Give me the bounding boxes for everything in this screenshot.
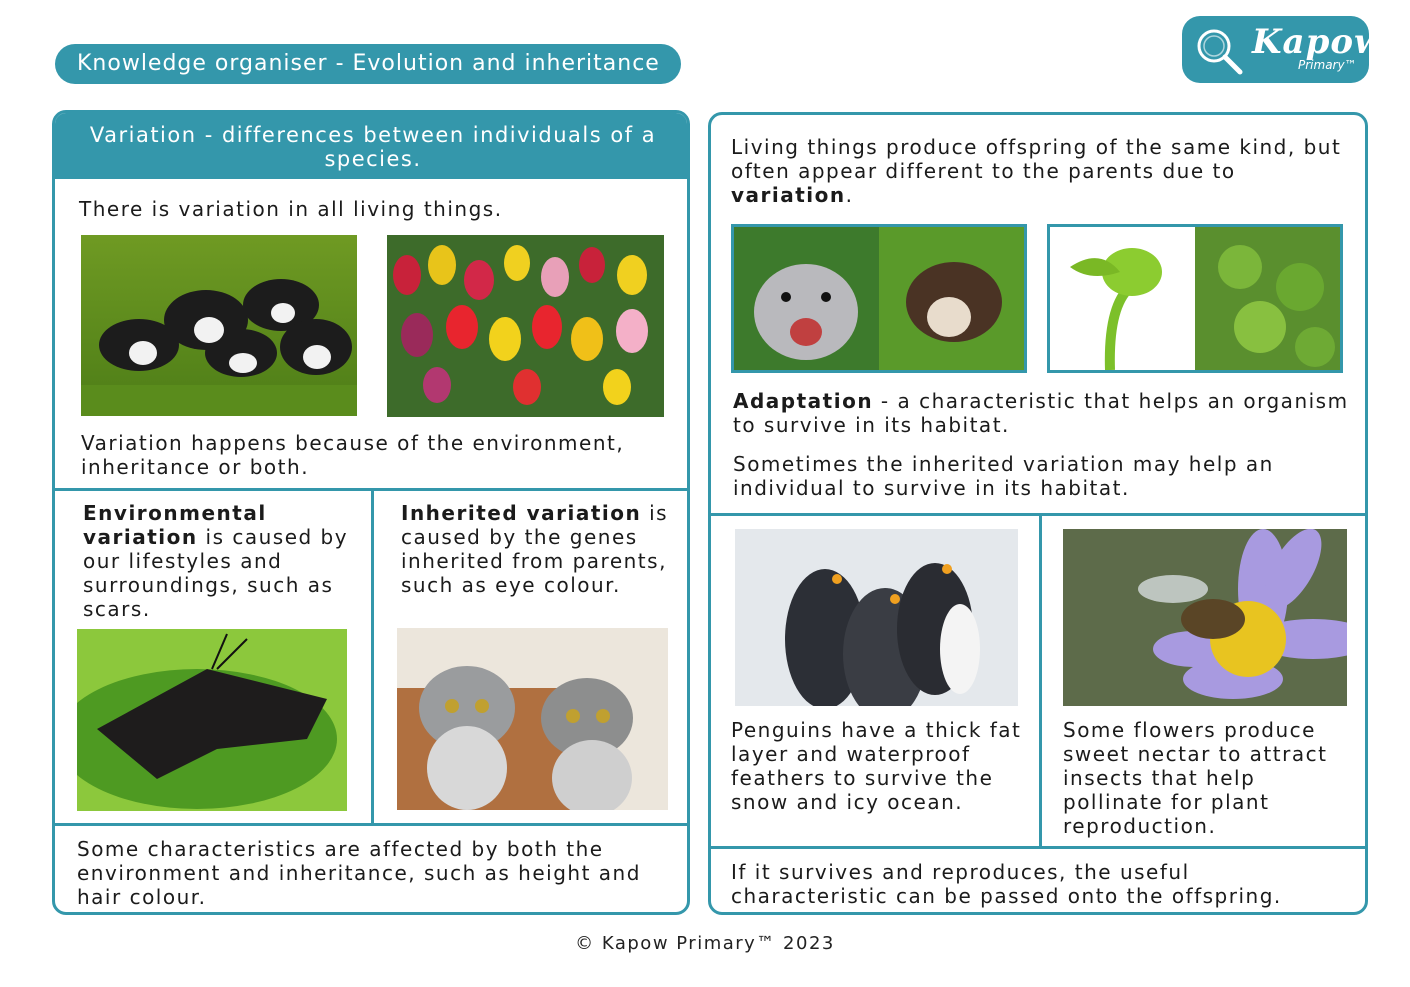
offspring-intro-text: Living things produce offspring of the same kind, but often appear different to the parents due to (731, 135, 1342, 183)
variation-cause: Variation happens because of the environment, inheritance or both. (81, 431, 625, 479)
butterfly-photo (77, 629, 347, 811)
environmental-variation-text (83, 501, 353, 621)
ferret-photos (731, 224, 1027, 373)
seedling-photos (1047, 224, 1343, 373)
copyright: © Kapow Primary™ 2023 (575, 933, 835, 954)
bee-photo (1063, 529, 1347, 706)
offspring-intro (731, 135, 1351, 207)
magnifier-icon (1192, 24, 1248, 78)
penguins-photo (735, 529, 1018, 706)
variation-heading: Variation - differences between individuals of a species. (89, 123, 657, 171)
adaptation-term: Adaptation (733, 389, 874, 413)
page-title: Knowledge organiser - Evolution and inheritance (55, 44, 681, 84)
divider (711, 846, 1365, 849)
inherited-survival-text: Sometimes the inherited variation may help an individual to survive in its habitat. (733, 452, 1274, 500)
divider (55, 823, 687, 826)
variation-term: variation (731, 183, 846, 207)
puppies-photo (81, 235, 357, 416)
inherited-variation-text (401, 501, 671, 597)
logo-wordmark: Kapow (1252, 22, 1385, 62)
inherited-term: Inherited variation (401, 501, 642, 525)
inherited-description: is caused by the genes inherited from parents, such as eye colour. (401, 501, 669, 597)
conclusion-text: If it survives and reproduces, the useful characteristic can be passed onto the offspring. (731, 860, 1282, 908)
logo-subtitle: Primary™ (1298, 58, 1357, 72)
adaptation-description: - a characteristic that helps an organism to survive in its habitat. (733, 389, 1349, 437)
tulips-photo (387, 235, 664, 417)
variation-intro: There is variation in all living things. (79, 197, 503, 221)
offspring-intro-end: . (845, 183, 854, 207)
adaptation-panel (708, 112, 1368, 915)
penguins-text: Penguins have a thick fat layer and waterproof feathers to survive the snow and icy ocean. (731, 718, 1022, 814)
environmental-description: is caused by our lifestyles and surroundings, such as scars. (83, 525, 349, 621)
divider (1039, 513, 1042, 846)
kapow-logo (1182, 16, 1385, 83)
environmental-term: Environmental variation (83, 501, 267, 549)
flowers-text: Some flowers produce sweet nectar to attract insects that help pollinate for plant reproduction. (1063, 718, 1328, 838)
divider (711, 513, 1365, 516)
variation-panel (52, 110, 690, 915)
kittens-photo (397, 628, 668, 810)
combined-variation-text: Some characteristics are affected by both the environment and inheritance, such as height and hair colour. (77, 837, 641, 909)
divider (371, 488, 374, 823)
adaptation-definition (733, 389, 1353, 437)
